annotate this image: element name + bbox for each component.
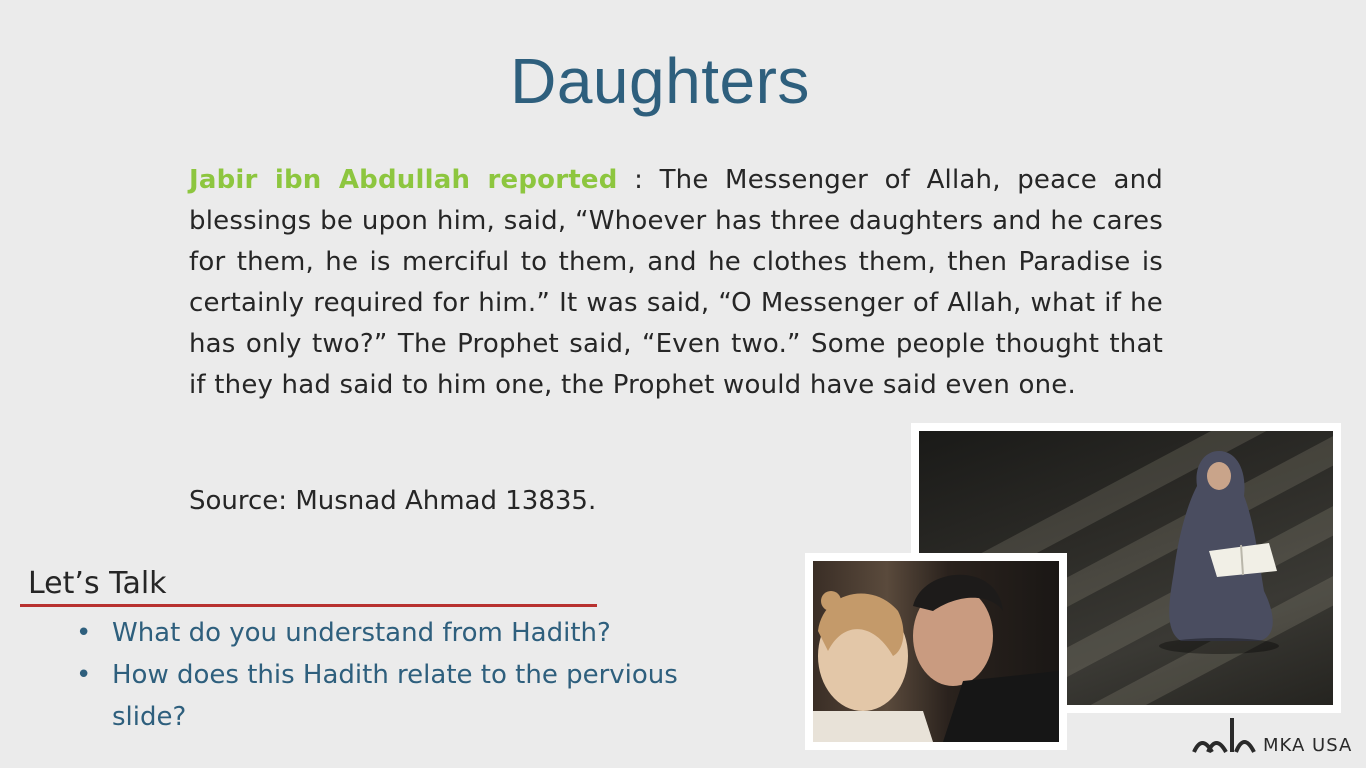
father-kissing-daughter-photo: [805, 553, 1067, 750]
bullet-icon: •: [76, 660, 92, 690]
discussion-question: How does this Hadith relate to the pervious slide?: [112, 660, 678, 732]
hadith-text-block: [189, 160, 1163, 406]
hadith-source: Source: Musnad Ahmad 13835.: [189, 486, 597, 516]
hadith-narrator: Jabir ibn Abdullah reported: [189, 165, 618, 195]
bullet-icon: •: [76, 618, 92, 648]
slide-title: Daughters: [510, 45, 810, 117]
family-figures-illustration: [813, 561, 1059, 742]
discussion-list: [76, 612, 736, 738]
discussion-question: What do you understand from Hadith?: [112, 618, 611, 648]
hadith-body: : The Messenger of Allah, peace and blessings be upon him, said, “Whoever has three daughters and he cares for them, he is merciful to them, and he clothes them, then Paradise is certainly required for him.” It was said, “O Messenger of Allah, what if he has only two?” The Prophet said, “Even two.” Some people thought that if they had said to him one, the Prophet would have said even one.: [189, 165, 1163, 400]
lets-talk-underline: [20, 604, 597, 607]
logo-text: MKA USA: [1263, 735, 1353, 756]
list-item: [76, 654, 736, 738]
lets-talk-heading: Let’s Talk: [28, 566, 167, 601]
list-item: [76, 612, 736, 654]
